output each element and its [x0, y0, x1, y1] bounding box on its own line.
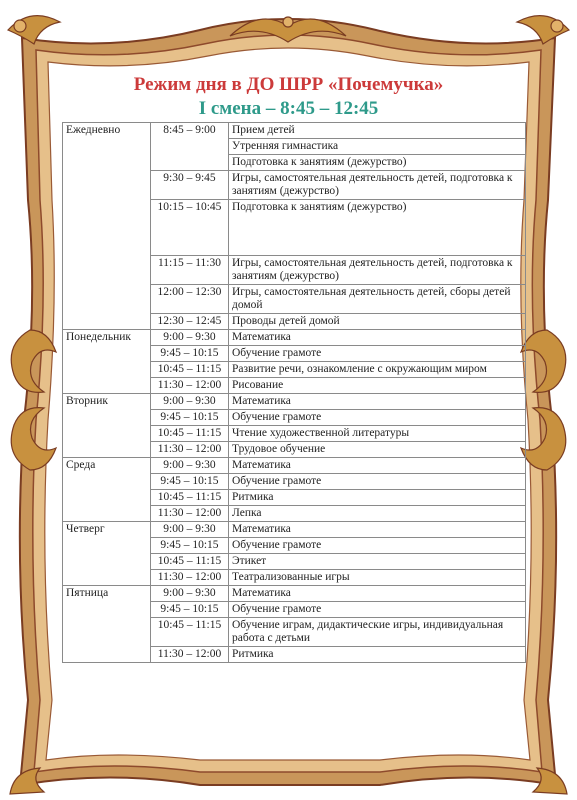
page-title: Режим дня в ДО ШРР «Почемучка» — [133, 74, 444, 95]
time-cell: 9:00 – 9:30 — [151, 458, 229, 474]
activity-cell: Развитие речи, ознакомление с окружающим миром — [229, 362, 526, 378]
time-cell: 11:30 – 12:00 — [151, 647, 229, 663]
activity-cell: Математика — [229, 394, 526, 410]
activity-cell: Ритмика — [229, 647, 526, 663]
activity-cell: Ритмика — [229, 490, 526, 506]
time-cell: 11:15 – 11:30 — [151, 256, 229, 285]
activity-cell: Лепка — [229, 506, 526, 522]
day-cell: Понедельник — [63, 330, 151, 394]
time-cell: 10:15 – 10:45 — [151, 200, 229, 256]
activity-cell: Чтение художественной литературы — [229, 426, 526, 442]
time-cell: 9:45 – 10:15 — [151, 346, 229, 362]
time-cell: 10:45 – 11:15 — [151, 490, 229, 506]
table-row — [63, 458, 526, 474]
time-cell: 10:45 – 11:15 — [151, 362, 229, 378]
time-cell: 9:00 – 9:30 — [151, 586, 229, 602]
time-cell: 8:45 – 9:00 — [151, 123, 229, 171]
activity-cell: Игры, самостоятельная деятельность детей, сборы детей домой — [229, 285, 526, 314]
time-cell: 9:00 – 9:30 — [151, 330, 229, 346]
activity-cell: Подготовка к занятиям (дежурство) — [229, 200, 526, 256]
table-row — [63, 123, 526, 139]
table-row — [63, 522, 526, 538]
corner-ornament-top-right — [517, 16, 569, 44]
activity-cell: Обучение грамоте — [229, 538, 526, 554]
day-cell: Пятница — [63, 586, 151, 663]
day-cell: Среда — [63, 458, 151, 522]
time-cell: 12:00 – 12:30 — [151, 285, 229, 314]
activity-cell: Проводы детей домой — [229, 314, 526, 330]
time-cell: 11:30 – 12:00 — [151, 506, 229, 522]
time-cell: 9:30 – 9:45 — [151, 171, 229, 200]
activity-cell: Прием детей — [229, 123, 526, 139]
table-row — [63, 394, 526, 410]
time-cell: 10:45 – 11:15 — [151, 554, 229, 570]
corner-ornament-top-left — [8, 16, 60, 44]
activity-cell: Театрализованные игры — [229, 570, 526, 586]
table-row — [63, 586, 526, 602]
activity-cell: Математика — [229, 522, 526, 538]
time-cell: 9:45 – 10:15 — [151, 538, 229, 554]
day-cell: Вторник — [63, 394, 151, 458]
activity-cell: Игры, самостоятельная деятельность детей, подготовка к занятиям (дежурство) — [229, 256, 526, 285]
activity-cell: Игры, самостоятельная деятельность детей, подготовка к занятиям (дежурство) — [229, 171, 526, 200]
time-cell: 11:30 – 12:00 — [151, 378, 229, 394]
activity-cell: Обучение грамоте — [229, 474, 526, 490]
page-subtitle: I смена – 8:45 – 12:45 — [198, 98, 379, 119]
time-cell: 10:45 – 11:15 — [151, 618, 229, 647]
time-cell: 9:00 – 9:30 — [151, 394, 229, 410]
time-cell: 10:45 – 11:15 — [151, 426, 229, 442]
time-cell: 12:30 – 12:45 — [151, 314, 229, 330]
day-cell: Четверг — [63, 522, 151, 586]
time-cell: 9:00 – 9:30 — [151, 522, 229, 538]
time-cell: 9:45 – 10:15 — [151, 474, 229, 490]
activity-cell: Трудовое обучение — [229, 442, 526, 458]
activity-cell: Обучение играм, дидактические игры, индивидуальная работа с детьми — [229, 618, 526, 647]
time-cell: 11:30 – 12:00 — [151, 442, 229, 458]
activity-cell: Обучение грамоте — [229, 346, 526, 362]
activity-cell: Обучение грамоте — [229, 602, 526, 618]
activity-cell: Подготовка к занятиям (дежурство) — [229, 155, 526, 171]
activity-cell: Математика — [229, 330, 526, 346]
activity-cell: Обучение грамоте — [229, 410, 526, 426]
activity-cell: Математика — [229, 458, 526, 474]
time-cell: 9:45 – 10:15 — [151, 410, 229, 426]
activity-cell: Утренняя гимнастика — [229, 139, 526, 155]
activity-cell: Этикет — [229, 554, 526, 570]
activity-cell: Математика — [229, 586, 526, 602]
time-cell: 11:30 – 12:00 — [151, 570, 229, 586]
activity-cell: Рисование — [229, 378, 526, 394]
day-cell: Ежедневно — [63, 123, 151, 330]
schedule-table — [62, 122, 526, 663]
table-row — [63, 330, 526, 346]
time-cell: 9:45 – 10:15 — [151, 602, 229, 618]
